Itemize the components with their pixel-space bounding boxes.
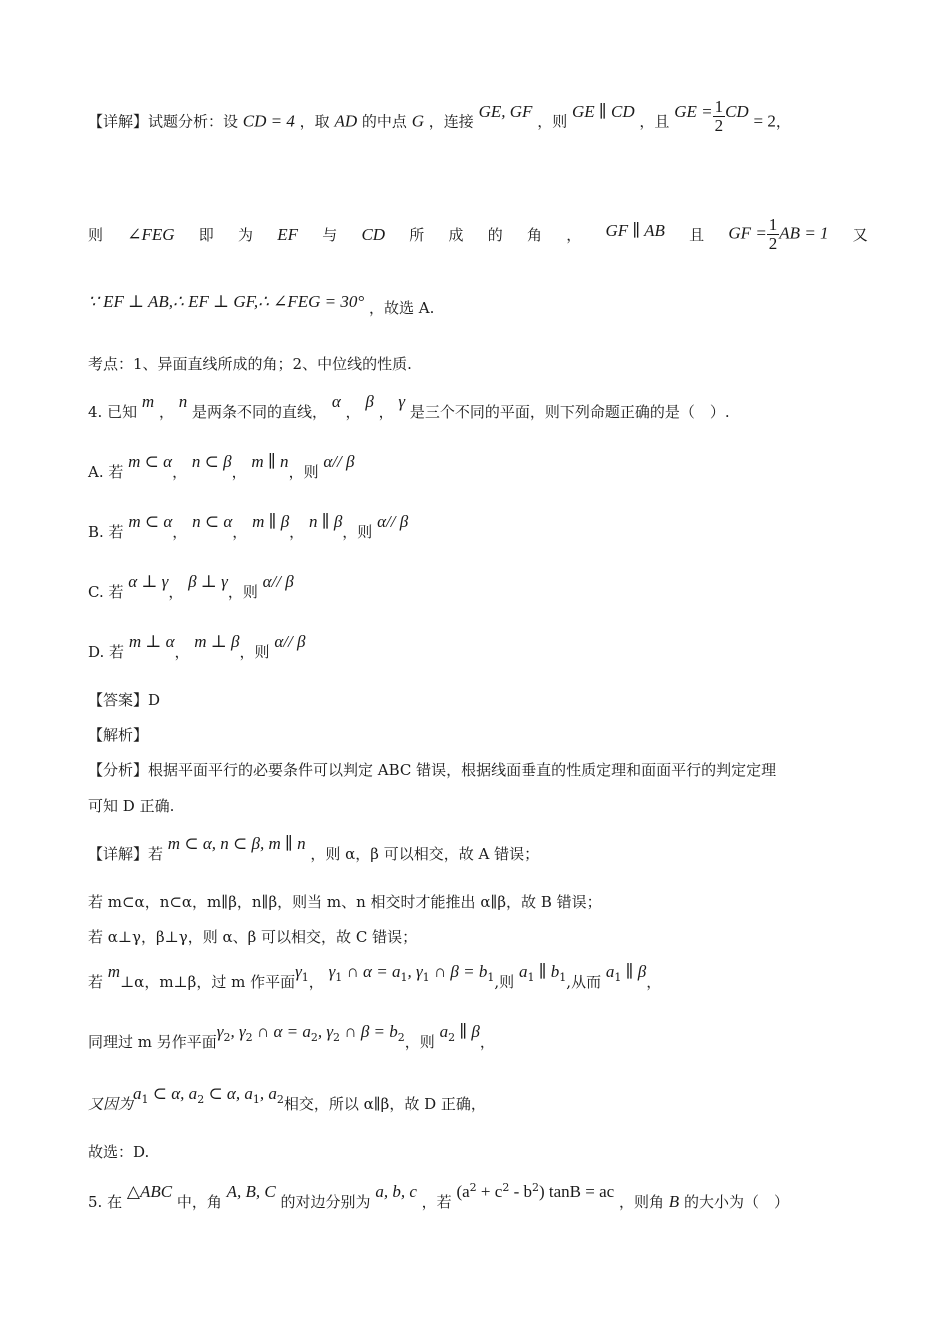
text: 又 [852, 225, 868, 244]
math: m [107, 962, 121, 981]
math: γ [398, 392, 406, 411]
text: ，则角 [618, 1193, 664, 1211]
math: GE = [674, 101, 713, 121]
denominator: 2 [714, 116, 724, 135]
math: a [439, 1022, 449, 1041]
math: α ⊥ γ [128, 572, 169, 591]
subscript: 1 [527, 971, 535, 984]
text: ， [168, 583, 184, 601]
text: ， [158, 403, 174, 421]
subscript: 2 [397, 1031, 405, 1044]
math: α [331, 392, 341, 411]
math: △ABC [126, 1182, 173, 1201]
math: ∠FEG [127, 224, 175, 244]
text: 【详解】试题分析：设 [88, 112, 239, 131]
math: , γ [317, 1022, 334, 1041]
math: a, b, c [375, 1182, 417, 1201]
subscript: 1 [301, 971, 309, 984]
superscript: 2 [502, 1181, 510, 1194]
subscript: 1 [400, 971, 408, 984]
text: 若 [88, 973, 104, 991]
math: m ∥ n [251, 452, 289, 471]
text: D. 若 [88, 643, 125, 661]
detail-line-2 [88, 216, 868, 253]
subscript: 1 [422, 971, 430, 984]
text: ， [308, 973, 324, 991]
math: ⊂ α, a [148, 1084, 198, 1103]
text: 为 [237, 225, 253, 244]
text: 与 [322, 225, 338, 244]
subscript: 1 [559, 971, 567, 984]
text: 相交，所以 α∥β，故 D 正确， [283, 1095, 486, 1113]
text: 成 [448, 225, 464, 244]
text: 中，角 [176, 1193, 222, 1211]
fraction [713, 98, 726, 135]
math: m ⊥ α [128, 632, 175, 651]
math: , a [259, 1084, 277, 1103]
text: 是两条不同的直线， [192, 403, 328, 421]
text: ，连接 [428, 112, 474, 131]
math: ⊂ α, a [204, 1084, 253, 1103]
text: 5. 在 [88, 1193, 123, 1211]
text: B. 若 [88, 523, 124, 541]
text: 则 [88, 225, 104, 244]
detail-line-1 [88, 97, 791, 141]
math: ) tanB = ac [538, 1182, 615, 1201]
math: a [605, 962, 615, 981]
math: ∥ β [621, 962, 647, 981]
text: ， [566, 225, 582, 244]
option-d [88, 632, 306, 662]
math: ∵ EF ⊥ AB,∴ EF ⊥ GF,∴ ∠FEG = 30° [88, 292, 365, 311]
text: A. 若 [88, 463, 124, 481]
detail-2-line-2: 若 m⊂α，n⊂α，m∥β，n∥β，则当 m、n 相交时才能推出 α∥β，故 B 错误； [88, 893, 602, 911]
text: ，取 [299, 112, 330, 131]
text: ，则 [227, 583, 258, 601]
text: ，故选 A. [368, 299, 435, 317]
math: m ⊂ α [128, 452, 173, 471]
text: 同理过 m 另作平面 [88, 1033, 217, 1051]
math: a [133, 1084, 142, 1103]
text: ，若 [421, 1193, 452, 1211]
text: ，则 [537, 112, 568, 131]
math: = 2 [753, 111, 776, 131]
text: ,则 [494, 973, 515, 991]
math: m ⊂ α [128, 512, 173, 531]
math: α// β [274, 632, 306, 651]
subscript: 1 [252, 1093, 260, 1106]
text: ，则 [404, 1033, 435, 1051]
denominator: 2 [768, 234, 778, 253]
detail-2-line-3: 若 α⊥γ，β⊥γ，则 α、β 可以相交，故 C 错误； [88, 928, 418, 946]
text: 【详解】若 [88, 845, 164, 863]
math: m ⊥ β [194, 632, 240, 651]
math: ∩ α = a [252, 1022, 311, 1041]
math: m ⊂ α, n ⊂ β, m ∥ n [167, 834, 306, 853]
text: ，则 [342, 523, 373, 541]
math: , γ [407, 962, 423, 981]
math: CD [725, 101, 749, 121]
question-4 [88, 392, 730, 422]
math: β ⊥ γ [188, 572, 228, 591]
math: - b [509, 1182, 532, 1201]
math: γ [216, 1022, 224, 1041]
numerator: 1 [768, 215, 778, 234]
text: 又因为 [88, 1095, 134, 1113]
math: α// β [323, 452, 355, 471]
analysis-line-1: 【分析】根据平面平行的必要条件可以判定 ABC 错误，根据线面垂直的性质定理和面面平行的判定定理 [88, 761, 777, 779]
subscript: 2 [223, 1031, 231, 1044]
text: 角 [527, 225, 543, 244]
text: 即 [198, 225, 214, 244]
text: ， [775, 112, 791, 131]
math: β [365, 392, 374, 411]
text: 4. 已知 [88, 403, 138, 421]
math: γ [295, 962, 302, 981]
text: 的 [487, 225, 503, 244]
math: n ⊂ α [192, 512, 233, 531]
text: ，则 α，β 可以相交，故 A 错误； [310, 845, 540, 863]
text: ，则 [288, 463, 319, 481]
math: CD = 4 [242, 111, 295, 131]
math: EF [277, 224, 298, 244]
math: ∥ β [455, 1022, 480, 1041]
math: ∩ β = b [340, 1022, 398, 1041]
text: ， [378, 403, 394, 421]
math: α// β [377, 512, 409, 531]
math: AB = 1 [779, 223, 829, 243]
text: ， [232, 523, 248, 541]
text: ，且 [639, 112, 670, 131]
subscript: 2 [333, 1031, 341, 1044]
math: G [411, 111, 424, 131]
math: n ⊂ β [191, 452, 232, 471]
math: GF = [728, 223, 767, 243]
math: B [668, 1192, 680, 1211]
math: A, B, C [226, 1182, 276, 1201]
math: ∩ α = a [342, 962, 401, 981]
math: α// β [262, 572, 294, 591]
math: CD [361, 224, 386, 244]
math: (a [456, 1182, 470, 1201]
math: GF ∥ AB [605, 220, 665, 240]
math: GE ∥ CD [571, 101, 635, 121]
text: 是三个不同的平面，则下列命题正确的是（ ）. [409, 403, 730, 421]
text: 的对边分别为 [280, 1193, 371, 1211]
text: 且 [689, 225, 705, 244]
text: ， [289, 523, 305, 541]
math: m ∥ β [252, 512, 290, 531]
option-a [88, 452, 355, 482]
option-c [88, 572, 294, 602]
subscript: 1 [487, 971, 495, 984]
kaodian-line: 考点：1、异面直线所成的角；2、中位线的性质. [88, 355, 412, 373]
subscript: 1 [141, 1093, 149, 1106]
detail-2-line-1 [88, 834, 540, 864]
text: ， [646, 973, 662, 991]
text: ， [172, 463, 188, 481]
text: C. 若 [88, 583, 124, 601]
text: 的大小为（ ） [683, 1193, 789, 1211]
math: , γ [230, 1022, 246, 1041]
subscript: 2 [448, 1031, 456, 1044]
detail-line-3 [88, 292, 435, 318]
numerator: 1 [714, 97, 724, 116]
superscript: 2 [531, 1181, 539, 1194]
text: ，则 [239, 643, 270, 661]
math: m [141, 392, 155, 411]
subscript: 2 [310, 1031, 318, 1044]
math: AD [334, 111, 358, 131]
text: ， [231, 463, 247, 481]
question-5 [88, 1181, 789, 1212]
answer-line: 【答案】D [88, 691, 161, 709]
text: ⊥α，m⊥β，过 m 作平面 [120, 973, 296, 991]
text: ， [479, 1033, 495, 1051]
subscript: 1 [335, 971, 343, 984]
math: + c [476, 1182, 503, 1201]
math: ∩ β = b [429, 962, 488, 981]
text: ,从而 [566, 973, 602, 991]
fraction [767, 216, 780, 253]
text: ， [174, 643, 190, 661]
math: GE, GF [478, 101, 533, 121]
text: ， [172, 523, 188, 541]
superscript: 2 [469, 1181, 477, 1194]
text: ， [345, 403, 361, 421]
subscript: 2 [276, 1093, 284, 1106]
text: 所 [409, 225, 425, 244]
math: ∥ b [534, 962, 560, 981]
conclusion-line: 故选：D. [88, 1143, 150, 1161]
subscript: 2 [245, 1031, 253, 1044]
subscript: 1 [614, 971, 622, 984]
jiexi-heading: 【解析】 [88, 726, 149, 744]
text: 的中点 [361, 112, 407, 131]
analysis-line-2: 可知 D 正确. [88, 797, 175, 815]
detail-2-line-6 [88, 1084, 486, 1120]
math: n ∥ β [308, 512, 343, 531]
math: n [178, 392, 188, 411]
option-b [88, 512, 409, 542]
subscript: 2 [197, 1093, 205, 1106]
math: γ [328, 962, 336, 981]
math: a [518, 962, 528, 981]
